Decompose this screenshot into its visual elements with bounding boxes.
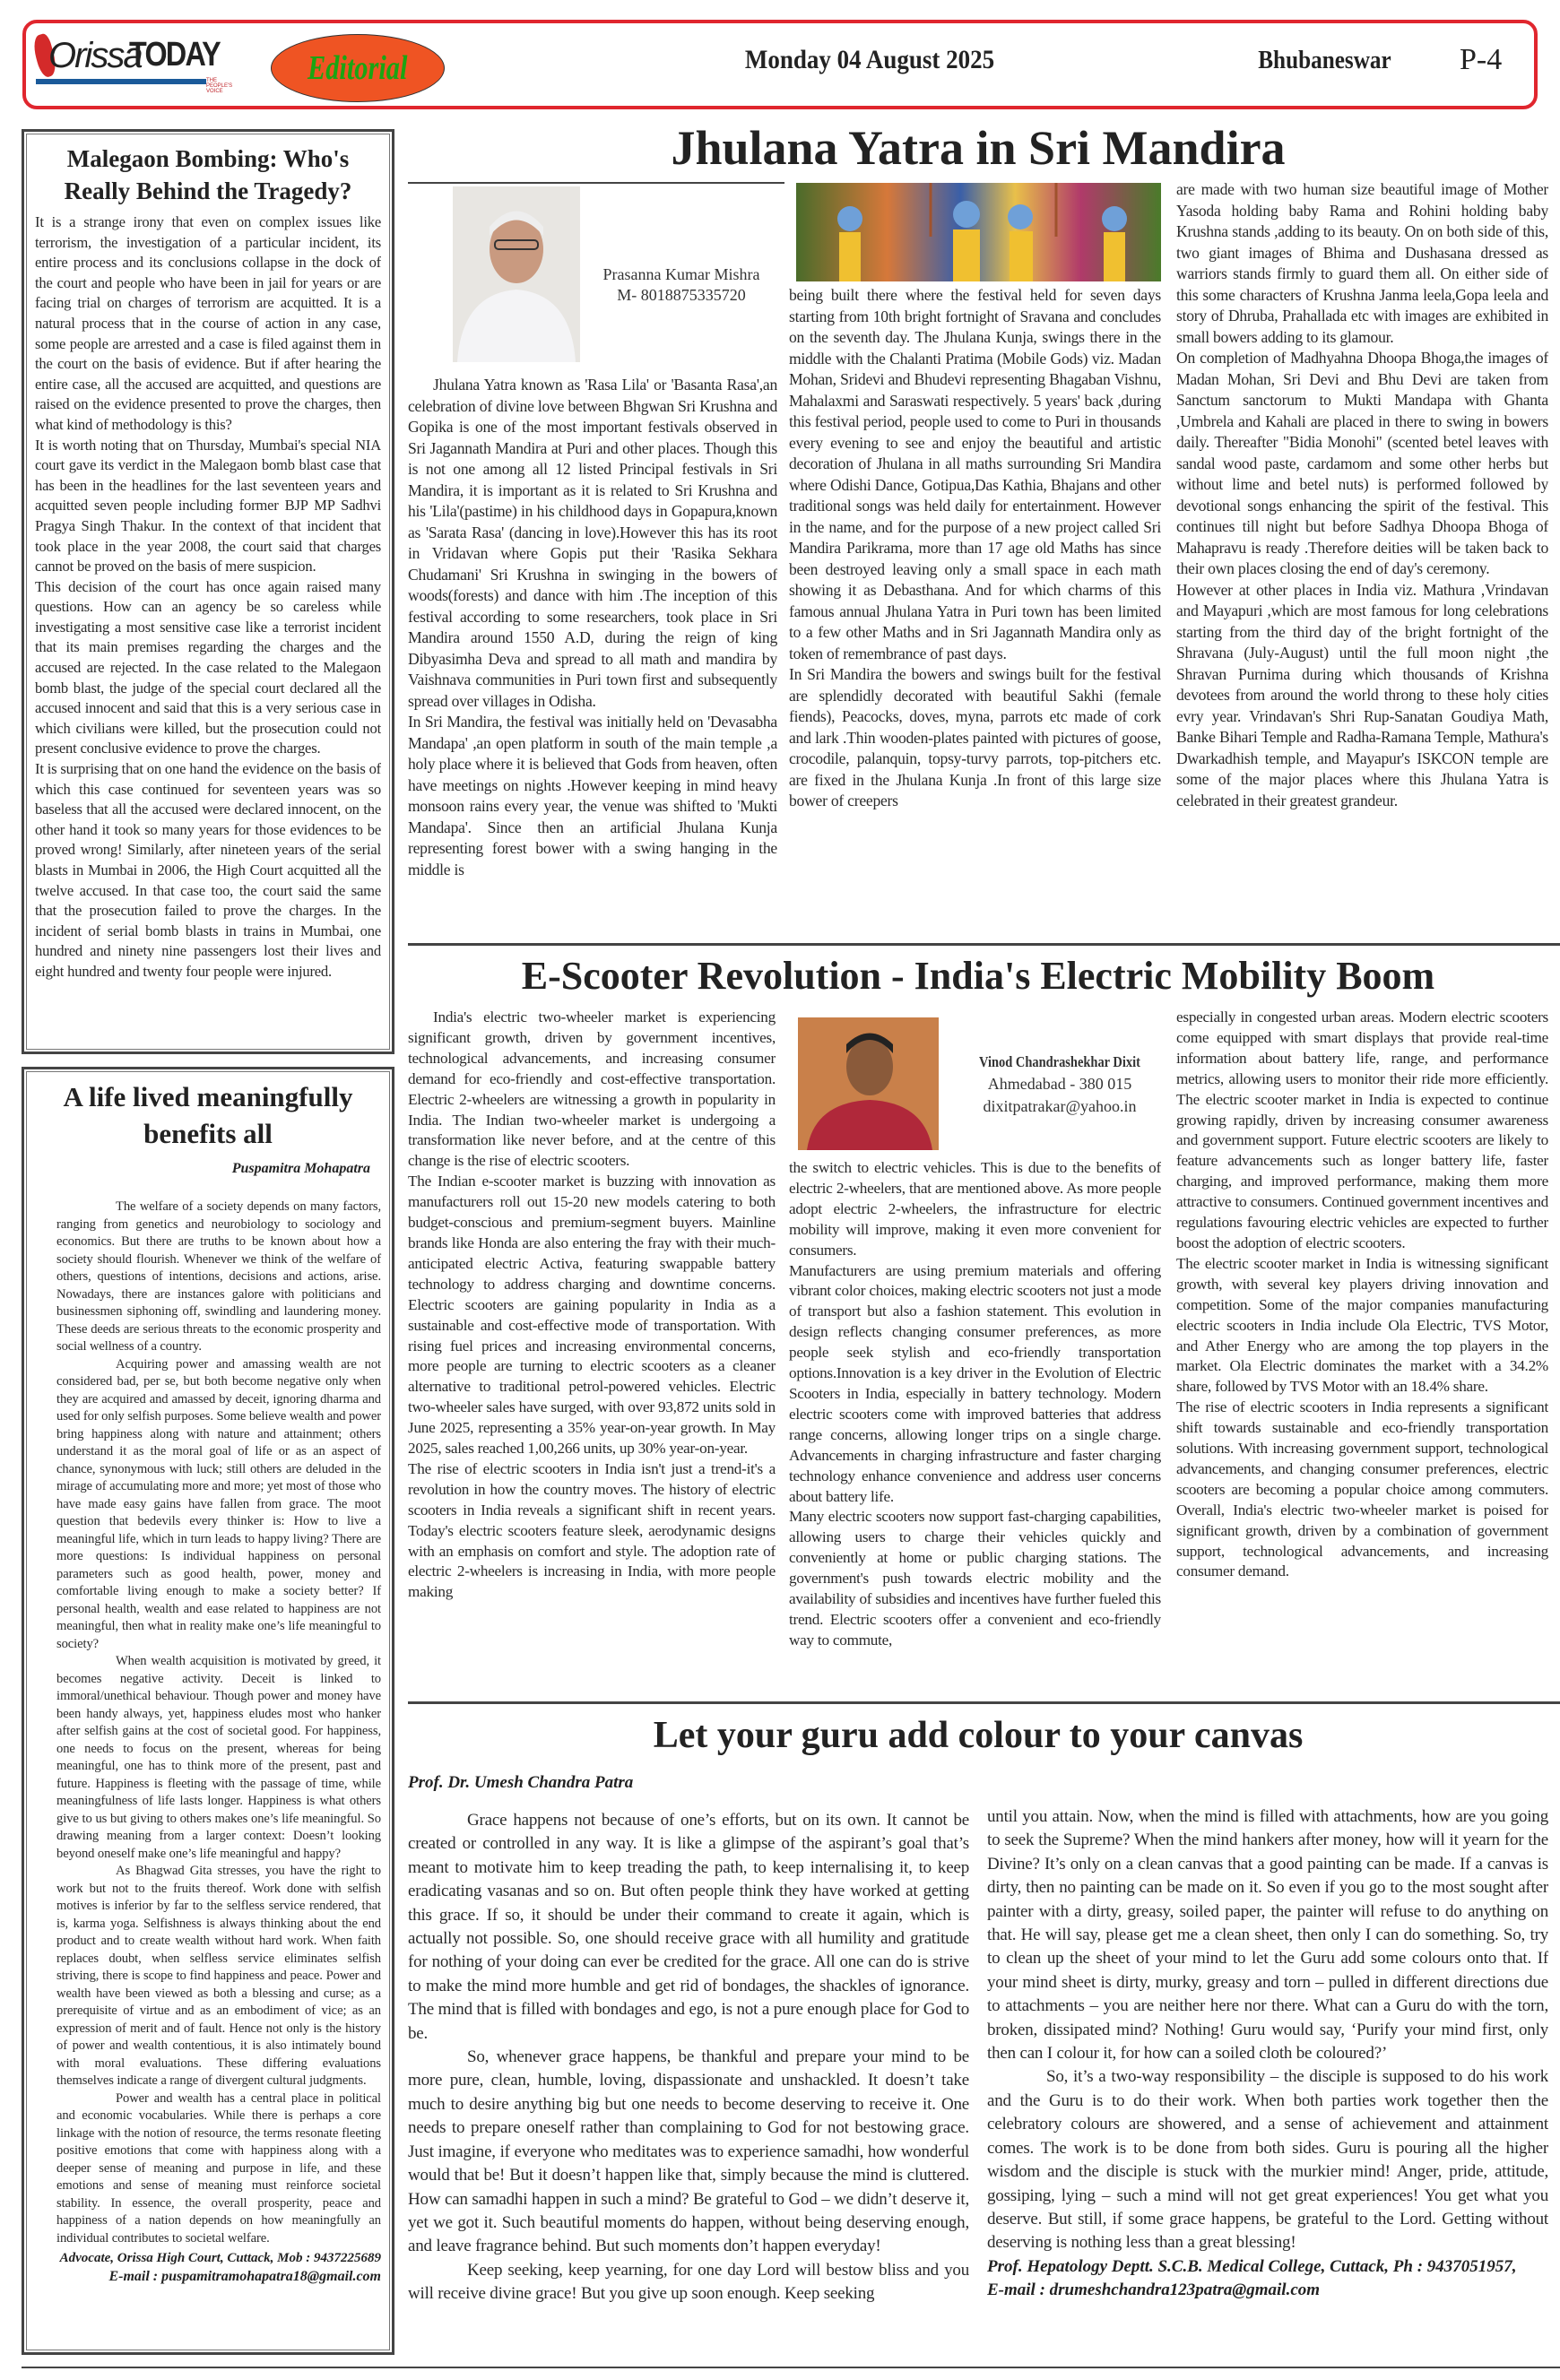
author-photo	[453, 186, 580, 362]
guru-title: Let your guru add colour to your canvas	[653, 1715, 1304, 1756]
author-phone: M- 8018875335720	[617, 286, 746, 304]
paragraph: Many electric scooters now support fast-charging capabilities, allowing users to charge their vehicles quickly and conveniently at home or public charging stations. The government's push towards electric mobility and the availability of subsidies and incentives have further fueled this trend. Electric scooters offer a convenient and eco-friendly way to commute,	[789, 1508, 1161, 1649]
paragraph: Grace happens not because of one’s efforts, but on its own. It cannot be created or controlled in any way. It is like a glimpse of the aspirant’s goal that’s meant to motivate him to keep treading the path, to keep internalising it, to keep eradicating vasanas and so on. But often people think they have worked at getting this grace. If so, it should be under their command to create it again, which is actually not possible. So, one should receive grace with all humility and gratitude for nothing of your doing can ever be credited for the grace. All one can do is strive to make the mind more humble and get rid of bondages, the shackles of ignorance. The mind that is filled with bondages and ego, is not a pure enough place for God to be.	[408, 1811, 969, 2043]
paragraph: Jhulana Yatra known as 'Rasa Lila' or 'Basanta Rasa',an celebration of divine love between Bhgwan Sri Krushna and Gopika is one of the most important festivals observed in Sri Jagannath Mandira at Puri and other places. Though this is not one among all 12 listed Principal festivals in Sri Mandira, it is important as it is related to Sri Krushna and his 'Lila'(pastime) in his childhood days in Gopapura,known as 'Sarata Rasa' (dancing in love).However this has its root in Vridavan where Gopis put their 'Rasika Sekhara Chudamani' Sri Krushna in swinging in the bowers of woods(forests) and dance with him .The inception of this festival according to some researchers, took place in Sri Mandira around 1550 A.D, during the reign of king Dibyasimha Deva and spread to all math and mandira by Vaishnava communities in Puri town first and subsequently spread over villages in Odisha.	[408, 376, 777, 710]
author-email[interactable]: dixitpatrakar@yahoo.in	[983, 1097, 1137, 1115]
author-signature: Prof. Hepatology Deptt. S.C.B. Medical College, Cuttack, Ph : 9437051957,	[987, 2256, 1517, 2276]
paragraph: Manufacturers are using premium materials and offering vibrant color choices, making electric scooters not just a mode of transport but also a fashion statement. This evolution in design reflects changing consumer preferences, as more people seek stylish and eco-friendly transportation options.Innovation is a key driver in the Evolution of Electric Scooters in India, especially in battery technology. Modern electric scooters come with improved batteries that address range concerns, allowing longer trips on a single charge. Advancements in charging infrastructure and faster charging technology enhance convenience and address user concerns about battery life.	[789, 1261, 1161, 1505]
author-caption	[958, 1051, 1162, 1118]
paragraph: The Indian e-scooter market is buzzing with innovation as manufacturers roll out 15-20 new models catering to both budget-conscious and premium-segment buyers. Mainline brands like Honda are also entering the fray with their much-anticipated electric Activa, featuring swappable battery technology to address charging and downtime concerns. Electric scooters are gaining popularity in India as a sustainable and cost-effective mode of transportation. With rising fuel prices and increasing environmental concerns, more people are turning to electric scooters as a cleaner alternative to traditional petrol-powered vehicles. Electric two-wheeler sales have surged, with over 93,872 units sold in June 2025, representing a 35% year-on-year growth. In May 2025, sales reached 1,00,266 units, up 30% year-on-year.	[408, 1173, 776, 1458]
orissa-today-logo[interactable]: Orissa TODAY THE PEOPLE'S VOICE	[36, 34, 233, 88]
section-rule	[408, 1701, 1560, 1704]
page-bottom-rule	[22, 2367, 1560, 2368]
jhulana-column-1	[408, 375, 777, 926]
paragraph: In Sri Mandira, the festival was initially held on 'Devasabha Mandapa' ,an open platform in south of the main temple ,a holy place where it is believed that Gods from heaven, often have meetings on nights .However keeping in mind heavy monsoon rains every year, the venue was shifted to 'Mukti Mandapa'. Since then an artificial Jhulana Kunja representing forest bower with a swing hanging in the middle is	[408, 713, 777, 878]
article-author: Puspamitra Mohapatra	[231, 1161, 370, 1176]
paragraph: the switch to electric vehicles. This is due to the benefits of electric 2-wheelers, that are mentioned above. As more people adopt electric 2-wheelers, the infrastructure for electric mobility will improve, making it even more convenient for consumers.	[789, 1159, 1161, 1259]
article-title: A life lived meaningfully benefits all	[63, 1081, 353, 1149]
paragraph: India's electric two-wheeler market is experiencing significant growth, driven by government incentives, technological advancements, and increasing consumer demand for eco-friendly and cost-effective transportation. Electric 2-wheelers are witnessing a growth in popularity in India. The Indian two-wheeler market is undergoing a transformation like never before, and at the centre of this change is the rise of electric scooters.	[408, 1008, 776, 1170]
jhulana-column-2	[789, 285, 1161, 926]
jhulana-title: Jhulana Yatra in Sri Mandira	[671, 121, 1286, 175]
author-signature: Advocate, Orissa High Court, Cuttack, Mob : 9437225689	[59, 2251, 381, 2265]
author-email[interactable]: E-mail : drumeshchandra123patra@gmail.com	[987, 2280, 1321, 2299]
paragraph: When wealth acquisition is motivated by greed, it becomes negative activity. Deceit is linked to immoral/unethical behaviour. Though power and money have been handy always, yet, happiness eludes most who hanker after selfish gains at the cost of societal good. For happiness, one needs to focus on the present, whereas for being meaningful, one has to think more of the present, past and future. Happiness is fleeting with the passage of time, while meaningfulness of life lasts longer. Happiness is what others give to us but giving to others makes one’s life meaningful. So drawing meaning from a larger context: Doesn’t looking beyond oneself make one’s life meaningful and happy?	[56, 1654, 381, 1861]
page-number: P-4	[1460, 43, 1503, 76]
author-name: Prasanna Kumar Mishra	[602, 265, 760, 283]
paragraph: However at other places in India viz. Mathura ,Vrindavan and Mayapuri ,which are most famous for long celebrations starting from the third day of the bright fortnight of the Shravana (July-August) until the full moon night ,the Shravan Purnima during which thousands of Krishna devotees from around the world throng to these holy cities evry year. Vrindavan's Shri Rup-Sanatan Goudiya Math, Banke Bihari Temple and Radha-Ramana Temple, Mathura's Dwarkadhish temple, and Mayapur's ISKCON temple are some of the major places where this Jhulana Yatra is celebrated in their greatest grandeur.	[1176, 580, 1548, 809]
article-author: Prof. Dr. Umesh Chandra Patra	[408, 1773, 634, 1792]
paragraph: In Sri Mandira the bowers and swings built for the festival are splendidly decorated with beautiful Sakhi (female fiends), Peacocks, doves, myna, parrots etc made of cork and lark .Thin wooden-plates painted with pictures of goose, crocodile, palanquin, topsy-turvy parrots, top-pitchers etc. are fixed in the Jhulana Kunja .In front of this large size bower of creepers	[789, 665, 1161, 809]
paragraph: On completion of Madhyahna Dhoopa Bhoga,the images of Madan Mohan, Sri Devi and Bhu Devi are taken from Sanctum sanctorum to Mukti Mandapa with Ghanta ,Umbrela and Kahali are placed in there to swing in bowers daily. Thereafter "Bidia Monohi" (scented betel leaves with sandal wood paste, cardamom and some other herbs but without lime and betel nuts) is performed followed by devotional songs enhancing the spirit of the festival. This continues till night but before Sadhya Dhoopa Bhoga of Mahapravu is ready .Therefore deities will be taken back to their own places closing the end of day's ceremony.	[1176, 349, 1548, 577]
scooter-column-1	[408, 1008, 776, 1696]
author-name: Vinod Chandrashekhar Dixit	[979, 1053, 1140, 1070]
edition-city: Bhubaneswar	[1258, 47, 1391, 74]
author-city: Ahmedabad - 380 015	[987, 1075, 1132, 1093]
malegaon-article	[22, 129, 394, 1054]
paragraph: Power and wealth has a central place in political and economic vocabularies. While there is perhaps a core linkage with the notion of resource, the terms resonate fleeting positive emotions that come with happiness along with a deeper sense of meaning and purpose in life, and these emotions and sense of meaning must reinforce societal stability. In essence, the overall prosperity, peace and happiness of a nation depends on how meaningfully an individual contributes to societal welfare.	[56, 2090, 381, 2246]
article-body	[35, 212, 381, 1037]
jhulana-deities-image	[796, 183, 1161, 281]
paragraph: It is worth noting that on Thursday, Mumbai's special NIA court gave its verdict in the Malegaon bomb blast case that has been in the headlines for the last seventeen years and acquitted seven people including former BJP MP Sadhvi Pragya Singh Thakur. In the context of that incident that took place in the year 2008, the court said that charges cannot be proved on the basis of mere suspicion.	[35, 436, 381, 576]
paragraph: So, it’s a two-way responsibility – the disciple is supposed to do his work and the Guru is to do their work. When both parties work together then the celebratory colours are showered, and a sense of achievement and attainment comes. The work is to be done from both sides. Guru is pouring all the higher wisdom and the disciple is stuck with the murkier mind! Anger, pride, attitude, gossiping, lying – such a mind will not get great experiences! You get what you deserve. But still, if some grace happens, be grateful to the Lord. Getting without deserving is nothing less than a great blessing!	[987, 2067, 1548, 2253]
paragraph: Keep seeking, keep yearning, for one day Lord will bestow bliss and you will receive divine grace! But you give up soon enough. Keep seeking	[408, 2260, 969, 2304]
scooter-column-2	[789, 1158, 1161, 1696]
paragraph: It is surprising that on one hand the evidence on the basis of which this case continued for seventeen years was so baseless that all the accused were declared innocent, on the other hand it took so many years for those evidences to be proved wrong! Similarly, after nineteen years of the serial blasts in Mumbai in 2006, the High Court acquitted all the twelve accused. In that case too, the court said the same that the prosecution failed to prove the charges. In the incident of serial bomb blasts in trains in Mumbai, one hundred and ninety nine passengers lost their lives and eight hundred and twenty four people were injured.	[35, 760, 381, 980]
jhulana-column-3	[1176, 179, 1548, 926]
author-email[interactable]: E-mail : puspamitramohapatra18@gmail.com	[108, 2269, 381, 2284]
paragraph: The rise of electric scooters in India isn't just a trend-it's a revolution in how the country moves. The history of electric scooters in India reveals a significant shift in recent years. Today's electric scooters feature sleek, aerodynamic designs with an emphasis on comfort and style. The adoption rate of electric 2-wheelers is increasing in India, with more people making	[408, 1459, 776, 1601]
paragraph: especially in congested urban areas. Modern electric scooters come equipped with smart displays that provide real-time information about battery life, range, and performance metrics, allowing users to monitor their ride more efficiently. The electric scooter market in India is expected to continue growing rapidly, driven by increasing consumer awareness and government support. Future electric scooters are likely to feature advancements such as longer battery life, faster charging, and improved performance, making them more attractive to consumers. Continued government incentives and regulations favouring electric vehicles are expected to further boost the adoption of electric scooters.	[1176, 1008, 1548, 1251]
author-caption	[583, 264, 780, 306]
editorial-label: Editorial	[308, 49, 408, 87]
title-rule	[408, 182, 784, 184]
guru-column-2	[987, 1805, 1548, 2363]
guru-column-1	[408, 1809, 969, 2363]
scooter-column-3	[1176, 1008, 1548, 1696]
paragraph: until you attain. Now, when the mind is filled with attachments, how are you going to seek the Supreme? When the mind hankers after money, how will it yearn for the Divine? It’s only on a clean canvas that a good painting can be made. If a canvas is dirty, then no painting can be made on it. So even if you go to the most sought after painter with a dirty, greasy, soiled paper, the painter will refuse to do anything on that. He will say, please get me a clean sheet, then only I can do something. So, try to clean up the sheet of your mind to let the Guru add some colours onto that. If your mind sheet is dirty, murky, greasy and torn – pulled in different directions due to attachments – you are neither here nor there. What can a Guru do with the torn, broken, dissipated mind? Nothing! Guru would say, ‘Purify your mind first, only then can I colour it, for how can a soiled cloth be coloured?’	[987, 1807, 1548, 2064]
paragraph: The welfare of a society depends on many factors, ranging from genetics and neurobiology to sociology and economics. But there are truths to be known about how a society should flourish. Whenever we think of the welfare of others, questions of intentions, decisions and actions, arise. Nowadays, there are instances galore with politicians and businessmen siphoning off, swindling and laundering money. These deeds are serious threats to the economic prosperity and social wellness of a country.	[56, 1199, 381, 1354]
paragraph: Acquiring power and amassing wealth are not considered bad, per se, but both become negative only when they are acquired and amassed by deceit, ignoring dharma and used for only selfish purposes. Some believe wealth and power bring happiness along with nature and attainment; others understand it as the moral goal of life or as an aspect of chance, synonymous with luck; still others are deluded in the mirage of accumulating more and more; yet most of those who have made easy gains have fallen from grace. The moot question that bedevils every thinker is: How to live a meaningful life, which in turn leads to happy living? There are more questions: Is individual happiness on personal parameters such as good health, power, money and comfortable living enough to make a society better? If personal health, wealth and ease related to happiness are not meaningful, then what in reality make one’s life meaningful to society?	[56, 1356, 381, 1651]
paragraph: It is a strange irony that even on complex issues like terrorism, the investigation of a particular incident, its entire process and its conclusions collapse in the dock of the court and people who have been in jail for years or are facing trial on charges of terrorism are acquitted. It is a natural process that in the course of action in any case, some people are arrested and a case is filed against them in the court on the basis of evidence. But if after hearing the entire case, all the accused are acquitted, and questions are raised on the evidence presented to prove the charges, then what kind of methodology is this?	[35, 213, 381, 433]
issue-date: Monday 04 August 2025	[744, 45, 995, 74]
paragraph: The rise of electric scooters in India represents a significant shift towards sustainable and eco-friendly transportation solutions. With increasing government support, technological advancements, and changing consumer preferences, electric scooters are becoming a popular choice among commuters. Overall, India's electric two-wheeler market is poised for significant growth, driven by a combination of government support, technological advancements, and increasing consumer demand.	[1176, 1398, 1548, 1580]
article-title: Malegaon Bombing: Who's Really Behind the Tragedy?	[64, 145, 352, 204]
paragraph: As Bhagwad Gita stresses, you have the right to work but not to the fruits thereof. Work done with selfish motives is inferior by far to the selfless service rendered, that is, karma yoga. Selfishness is always thinking about the end product and to create wealth without hard work. When faith replaces doubt, when selfless service eliminates selfish striving, there is scope to find happiness and peace. Power and wealth have been viewed as both a blessing and curse; as a prerequisite of virtue and as an embodiment of vice; as an expression of merit and of fault. Hence not only is the history of power and wealth contentious, it is also intimately bound with moral evaluations. These differing evaluations themselves indicate a range of divergent cultural judgments.	[56, 1864, 381, 2088]
scooter-title: E-Scooter Revolution - India's Electric Mobility Boom	[521, 954, 1435, 998]
paragraph: The electric scooter market in India is witnessing significant growth, with several key players driving innovation and competition. Some of the major companies manufacturing electric scooters in India include Ola Electric, TVS Motor, and Ather Energy who are among the top players in the market. Ola Electric dominates the market with a 34.2% share, followed by TVS Motor with an 18.4% share.	[1176, 1254, 1548, 1396]
article-body	[56, 1199, 381, 2247]
paragraph: being built there where the festival held for seven days starting from 10th bright fortnight of Sravana and concludes on the seventh day. The Jhulana Kunja, swings there in the middle with the Chalanti Pratima (Mobile Gods) viz. Madan Mohan, Sridevi and Bhudevi representing Bhagaban Vishnu, Mahalaxmi and Saraswati respectively. 5 years' back ,during this festival period, people used to come to Puri in thousands every evening to see and enjoy the beautiful and artistic decoration of Jhulana in all maths surrounding Sri Mandira where Odishi Dance, Gotipua,Das Kathia, Bhajans and other traditional songs was held daily for entertainment. However in the name, and for the purpose of a new project called Sri Mandira Parikrama, more than 17 age old Maths has since been destroyed leaving only a small space in each math showing it as Debasthana. And for which charms of this famous annual Jhulana Yatra in Puri town has been limited to a few other Maths and in Sri Jagannath Mandira only as token of remembrance of past days.	[789, 286, 1161, 662]
paragraph: are made with two human size beautiful image of Mother Yasoda holding baby Rama and Rohini holding baby Krushna stands ,adding to its beauty. On on both side of this, two giant images of Bhima and Dushasana dressed as warriors stands firmly to guard them all. On either side of this some characters of Krushna Janma leela,Gopa leela and story of Dhruba, Prahallada etc with images are exhibited in small bowers adding to its glamour.	[1176, 180, 1548, 346]
paragraph: So, whenever grace happens, be thankful and prepare your mind to be more pure, clean, humble, loving, dispassionate and unshackled. It doesn’t take much to desire anything big but one needs to become deserving to receive it. One needs to prepare oneself rather than complaining to God for not bestowing grace. Just imagine, if everyone who meditates was to experience samadhi, how wonderful would that be! But it doesn’t happen like that, simply because the mind is cluttered. How can samadhi happen in such a mind? Be grateful to God – we didn’t deserve it, yet we got it. Such beautiful moments do happen, without being deserving enough, and leave fragrance behind. But such moments don’t happen everyday!	[408, 2047, 969, 2256]
paragraph: This decision of the court has once again raised many questions. How can an agency be so careless while investigating a most sensitive case like a terrorist incident that its main premises regarding the charges and the accused are rejected. In the case related to the Malegaon bomb blast, the judge of the special court declared all the accused innocent and said that this is a very serious case in which civilians were killed, but the prosecution could not present conclusive evidence to prove the charges.	[35, 577, 381, 757]
author-photo	[798, 1017, 939, 1150]
editorial-badge	[271, 34, 445, 102]
life-meaningful-article	[22, 1067, 394, 2355]
section-rule	[408, 943, 1560, 946]
